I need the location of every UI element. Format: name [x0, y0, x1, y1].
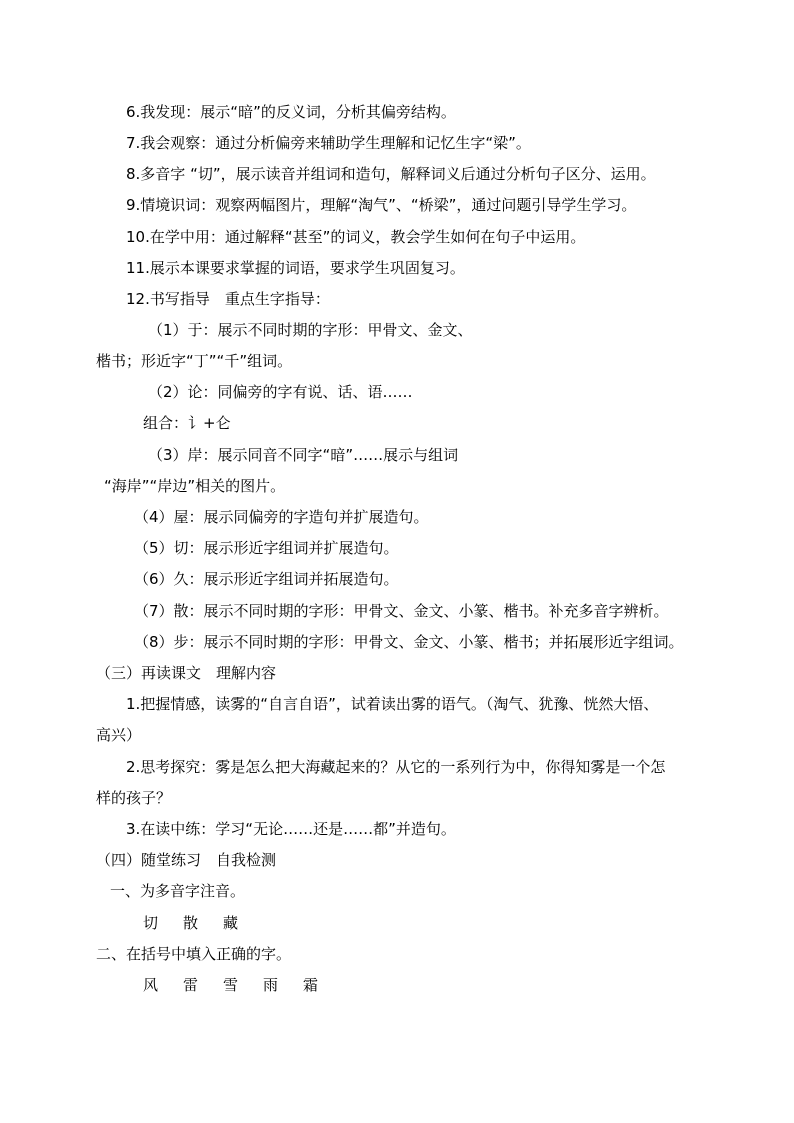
- char-guide-3: （3）岸：展示同音不同字“暗”……展示与组词: [148, 446, 459, 464]
- line-10: 10.在学中用：通过解释“甚至”的词义，教会学生如何在句子中运用。: [126, 228, 586, 246]
- exercise-2-char: 雨: [263, 976, 279, 994]
- char-guide-1-cont: 楷书；形近字“丁”“千”组词。: [96, 352, 293, 370]
- line-8: 8.多音字 “切”，展示读音并组词和造句，解释词义后通过分析句子区分、运用。: [126, 165, 656, 183]
- char-guide-1: （1）于：展示不同时期的字形：甲骨文、金文、: [148, 321, 473, 339]
- exercise-1-char: 藏: [223, 914, 239, 932]
- exercise-1-char: 切: [143, 914, 159, 932]
- reread-item-1-cont: 高兴）: [96, 726, 142, 744]
- section-heading-3: （三）再读课文 理解内容: [96, 664, 277, 682]
- reread-item-2-cont: 样的孩子？: [96, 789, 172, 807]
- char-guide-2: （2）论：同偏旁的字有说、话、语……: [148, 383, 413, 401]
- line-12: 12.书写指导 重点生字指导：: [126, 290, 330, 308]
- reread-item-1: 1.把握情感，读雾的“自言自语”，试着读出雾的语气。（淘气、犹豫、恍然大悟、: [126, 695, 659, 713]
- exercise-1-heading: 一、为多音字注音。: [110, 882, 246, 900]
- char-guide-6: （6）久：展示形近字组词并拓展造句。: [134, 570, 399, 588]
- char-guide-8: （8）步：展示不同时期的字形：甲骨文、金文、小篆、楷书；并拓展形近字组词。: [134, 633, 684, 651]
- exercise-2-char: 风: [143, 976, 159, 994]
- exercise-2-char: 雪: [223, 976, 239, 994]
- char-guide-7: （7）散：展示不同时期的字形：甲骨文、金文、小篆、楷书。补充多音字辨析。: [134, 602, 669, 620]
- line-11: 11.展示本课要求掌握的词语，要求学生巩固复习。: [126, 259, 465, 277]
- line-7: 7.我会观察：通过分析偏旁来辅助学生理解和记忆生字“梁”。: [126, 134, 531, 152]
- char-guide-5: （5）切：展示形近字组词并扩展造句。: [134, 539, 399, 557]
- line-9: 9.情境识词：观察两幅图片，理解“淘气”、“桥梁”，通过问题引导学生学习。: [126, 196, 637, 214]
- exercise-1-char: 散: [183, 914, 199, 932]
- exercise-2-heading: 二、在括号中填入正确的字。: [96, 945, 292, 963]
- exercise-2-char: 雷: [183, 976, 199, 994]
- char-guide-4: （4）屋：展示同偏旁的字造句并扩展造句。: [134, 508, 429, 526]
- exercise-2-char: 霜: [303, 976, 319, 994]
- reread-item-3: 3.在读中练：学习“无论……还是……都”并造句。: [126, 820, 456, 838]
- line-6: 6.我发现：展示“暗”的反义词，分析其偏旁结构。: [126, 103, 456, 121]
- exercise-2-chars: [143, 975, 318, 995]
- reread-item-2: 2.思考探究：雾是怎么把大海藏起来的？从它的一系列行为中，你得知雾是一个怎: [126, 758, 666, 776]
- char-guide-2-combo: 组合：讠+仑: [143, 414, 231, 432]
- exercise-1-chars: [143, 913, 238, 933]
- section-heading-4: （四）随堂练习 自我检测: [96, 851, 277, 869]
- char-guide-3-cont: “海岸”“岸边”相关的图片。: [104, 477, 286, 495]
